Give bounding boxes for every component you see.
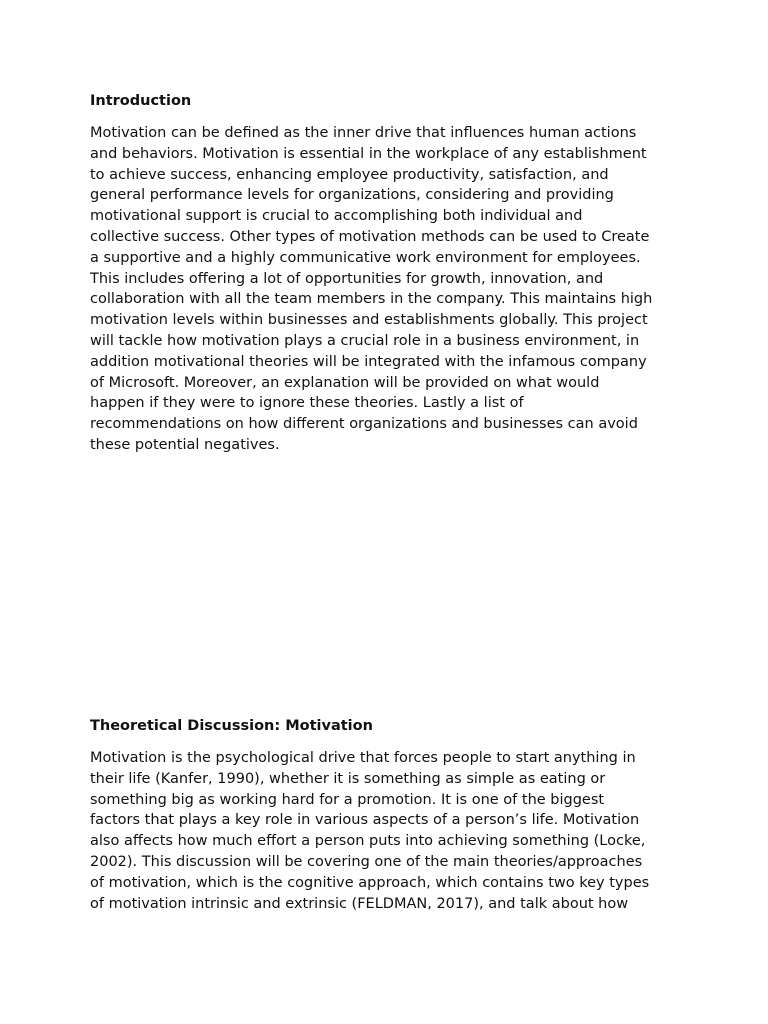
section-theoretical-discussion <box>90 717 680 914</box>
paragraph-line: these potential negatives. <box>90 436 280 453</box>
paragraph-line: motivation levels within businesses and establishments globally. This project <box>90 312 648 329</box>
paragraph-line: their life (Kanfer, 1990), whether it is something as simple as eating or <box>90 770 606 787</box>
paragraph-line: of motivation intrinsic and extrinsic (FELDMAN, 2017), and talk about how <box>90 895 629 912</box>
paragraph-line: a supportive and a highly communicative work environment for employees. <box>90 249 641 266</box>
paragraph-line: also affects how much effort a person puts into achieving something (Locke, <box>90 833 646 850</box>
section-heading: Theoretical Discussion: Motivation <box>90 718 373 734</box>
paragraph-line: will tackle how motivation plays a crucial role in a business environment, in <box>90 332 640 349</box>
section-paragraph <box>90 748 680 914</box>
paragraph-line: recommendations on how different organizations and businesses can avoid <box>90 416 638 433</box>
paragraph-line: This includes offering a lot of opportunities for growth, innovation, and <box>90 270 604 287</box>
paragraph-line: and behaviors. Motivation is essential in the workplace of any establishment <box>90 145 647 162</box>
paragraph-line: motivational support is crucial to accomplishing both individual and <box>90 208 583 225</box>
section-introduction <box>90 92 680 456</box>
paragraph-line: addition motivational theories will be integrated with the infamous company <box>90 353 647 370</box>
paragraph-line: Motivation can be defined as the inner drive that influences human actions <box>90 125 637 141</box>
paragraph-line: of Microsoft. Moreover, an explanation will be provided on what would <box>90 374 600 391</box>
paragraph-line: to achieve success, enhancing employee productivity, satisfaction, and <box>90 166 609 183</box>
paragraph-line: Motivation is the psychological drive that forces people to start anything in <box>90 750 636 766</box>
paragraph-line: 2002). This discussion will be covering one of the main theories/approaches <box>90 853 643 870</box>
section-paragraph <box>90 123 680 456</box>
paragraph-line: happen if they were to ignore these theories. Lastly a list of <box>90 395 524 412</box>
paragraph-line: something big as working hard for a promotion. It is one of the biggest <box>90 791 605 808</box>
paragraph-line: of motivation, which is the cognitive approach, which contains two key types <box>90 874 650 891</box>
section-heading: Introduction <box>90 93 192 109</box>
paragraph-line: general performance levels for organizations, considering and providing <box>90 187 614 204</box>
paragraph-line: collaboration with all the team members in the company. This maintains high <box>90 291 653 308</box>
paragraph-line: factors that plays a key role in various aspects of a person’s life. Motivation <box>90 812 640 829</box>
paragraph-line: collective success. Other types of motivation methods can be used to Create <box>90 228 650 245</box>
